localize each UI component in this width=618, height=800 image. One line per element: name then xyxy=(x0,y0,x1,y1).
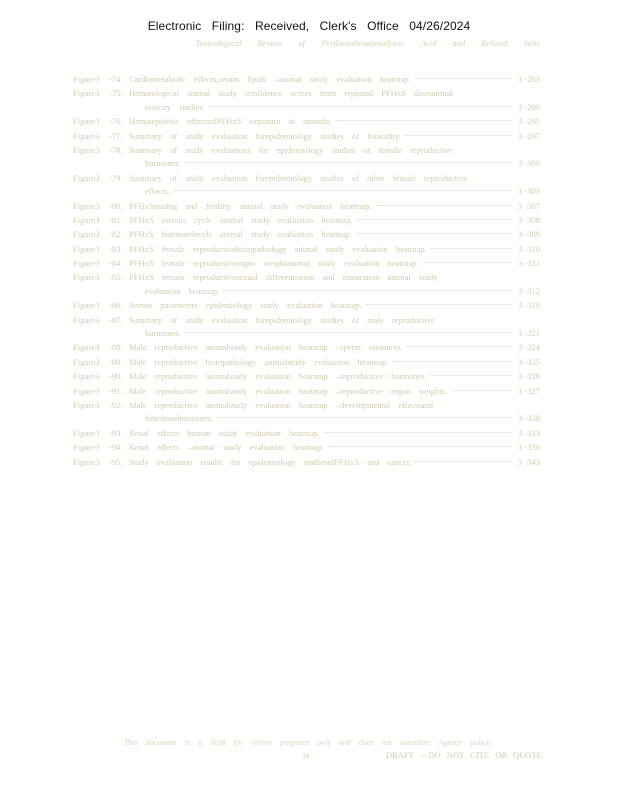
figure-number: -81. xyxy=(109,214,123,225)
figure-number: -82. xyxy=(109,229,123,240)
figure-number: -76. xyxy=(109,116,123,127)
figure-title: Cardiometabolic effects,serum lipids –animal study evaluation heatmap. xyxy=(129,74,411,84)
dot-leader xyxy=(431,248,512,249)
page-reference: 3 -328 xyxy=(518,413,540,424)
figure-label: Figure3 xyxy=(73,456,100,467)
page-reference: 3 -290 xyxy=(518,101,540,112)
toc-line xyxy=(73,412,540,425)
toc-line xyxy=(73,327,540,340)
figure-title: Study evaluation results for epidemiology studiesofPFHxS and cancer. xyxy=(129,456,412,467)
toc-entry[interactable] xyxy=(73,427,540,440)
dot-leader xyxy=(415,461,512,462)
figure-title: Male reproductive animalstudy evaluation heatmap –reproductive hormones. xyxy=(129,371,427,382)
dot-leader xyxy=(185,162,512,163)
figure-number: -90. xyxy=(109,371,123,382)
page-reference: 3 -333 xyxy=(518,427,540,438)
dot-leader xyxy=(328,446,512,447)
dot-leader xyxy=(376,205,512,206)
figure-title: PFHxS female reproductivehistopathology animal study evaluation heatmap. xyxy=(129,243,427,254)
page-reference: 3 -325 xyxy=(518,356,540,367)
dot-leader xyxy=(209,106,512,107)
figure-number: -74. xyxy=(109,74,123,84)
toc-entry[interactable] xyxy=(73,214,540,227)
figure-label: Figure3 xyxy=(73,385,100,396)
page-reference: 3 -308 xyxy=(518,214,540,225)
figure-label: Figure3 xyxy=(73,172,100,183)
toc-line xyxy=(73,314,540,327)
page-reference: 3 -326 xyxy=(518,371,540,382)
figure-number: -91. xyxy=(109,385,123,396)
toc-entry[interactable] xyxy=(73,130,540,143)
page-reference: 3 -283 xyxy=(518,74,540,84)
toc-entry[interactable] xyxy=(73,456,540,469)
dot-leader xyxy=(324,432,512,433)
figure-label: Figure3 xyxy=(73,229,100,240)
toc-line xyxy=(73,157,540,170)
figure-number: -92. xyxy=(109,399,123,410)
dot-leader xyxy=(407,346,512,347)
figure-number: -89. xyxy=(109,356,123,367)
toc-line xyxy=(73,271,540,284)
toc-entry[interactable] xyxy=(73,341,540,354)
dot-leader xyxy=(174,190,512,191)
page-reference: 3 -300 xyxy=(518,158,540,169)
figure-title-continuation: functionalmeasures. xyxy=(145,413,214,424)
figure-number: -84. xyxy=(109,258,123,269)
figure-title: PFHxS estrous cycle animal study evaluation heatmap. xyxy=(129,214,353,225)
dot-leader xyxy=(185,332,512,333)
toc-entry[interactable] xyxy=(73,399,540,426)
figure-label: Figure3 xyxy=(73,200,100,211)
figure-title-continuation: evaluation heatmap. xyxy=(145,285,220,296)
dot-leader xyxy=(356,219,512,220)
toc-line xyxy=(73,200,540,213)
dot-leader xyxy=(451,390,512,391)
page-reference: 3 -309 xyxy=(518,229,540,240)
figure-title: Summary of study evaluation forepidemiology studies of other female reproductive xyxy=(129,172,467,183)
figure-label: Figure3 xyxy=(73,442,100,453)
toc-entry[interactable] xyxy=(73,370,540,383)
figure-label: Figure3 xyxy=(73,258,100,269)
toc-entry[interactable] xyxy=(73,299,540,312)
toc-line xyxy=(73,130,540,143)
figure-number: -75. xyxy=(109,88,123,99)
toc-entry[interactable] xyxy=(73,115,540,128)
toc-line xyxy=(73,243,540,256)
toc-entry[interactable] xyxy=(73,172,540,199)
figure-label: Figure3 xyxy=(73,342,100,353)
figure-title: Hematopoietic effectsofPFHxS exposure in animals. xyxy=(129,116,332,127)
figure-title: PFHxS female reproductivesexual differentiation and maturation animal study xyxy=(129,272,438,283)
toc-line xyxy=(73,115,540,128)
page-reference: 3 -312 xyxy=(518,285,540,296)
figure-number: -88. xyxy=(109,342,123,353)
figure-title-continuation: effects. xyxy=(145,186,170,197)
figure-label: Figure3 xyxy=(73,314,100,325)
dot-leader xyxy=(405,135,512,136)
figure-label: Figure3 xyxy=(73,272,100,283)
figure-number: -95. xyxy=(109,456,123,467)
figure-label: Figure3 xyxy=(73,130,100,141)
figure-title: Male reproductive histopathology animalstudy evaluation heatmap. xyxy=(129,356,389,367)
figure-number: -77. xyxy=(109,130,123,141)
toc-line xyxy=(73,299,540,312)
dot-leader xyxy=(423,262,512,263)
figure-title-continuation: hormones. xyxy=(145,158,181,169)
toc-line xyxy=(73,214,540,227)
draft-notice: DRAFT —DO NOT CITE OR QUOTE xyxy=(386,750,542,760)
toc-entry[interactable] xyxy=(73,87,540,114)
toc-entry[interactable] xyxy=(73,271,540,298)
toc-line xyxy=(73,356,540,369)
toc-line xyxy=(73,257,540,270)
toc-entry[interactable] xyxy=(73,243,540,256)
figure-title: Summary of study evaluation forepidemiology studies of male reproductive xyxy=(129,314,435,325)
page-reference: 3 -319 xyxy=(518,300,540,311)
toc-line xyxy=(73,185,540,198)
toc-line xyxy=(73,370,540,383)
toc-line xyxy=(73,456,540,469)
toc-entry[interactable] xyxy=(73,228,540,241)
toc-entry[interactable] xyxy=(73,257,540,270)
dot-leader xyxy=(415,78,512,79)
figure-title: Summary of study evaluations for epidemiology studies of female reproductive xyxy=(129,144,453,155)
toc-entry[interactable] xyxy=(73,73,540,86)
figure-number: -83. xyxy=(109,243,123,254)
dot-leader xyxy=(366,304,512,305)
figure-label: Figure3 xyxy=(73,214,100,225)
page-reference: 3 -310 xyxy=(518,243,540,254)
toc-line xyxy=(73,441,540,454)
figure-title: PFHxSmating and fertility animal study evaluation heatmap. xyxy=(129,200,372,211)
page-reference: 3 -321 xyxy=(518,328,540,339)
toc-line xyxy=(73,399,540,412)
figure-label: Figure3 xyxy=(73,74,100,84)
figure-number: -79. xyxy=(109,172,123,183)
dot-leader xyxy=(431,375,512,376)
list-of-figures xyxy=(73,73,540,470)
figure-title: Renal effects –animal study evaluation heatmap. xyxy=(129,442,325,453)
figure-number: -78. xyxy=(109,144,123,155)
figure-label: Figure3 xyxy=(73,399,100,410)
draft-disclaimer: This document is a draft for review purposes only and does not constitute Agency policy. xyxy=(124,738,492,747)
toc-line xyxy=(73,427,540,440)
toc-line xyxy=(73,228,540,241)
toc-line xyxy=(73,73,540,86)
figure-label: Figure3 xyxy=(73,88,100,99)
toc-line xyxy=(73,285,540,298)
toc-line xyxy=(73,341,540,354)
page-reference: 3 -311 xyxy=(518,258,540,269)
figure-number: -85. xyxy=(109,272,123,283)
figure-number: -93. xyxy=(109,427,123,438)
figure-number: -86. xyxy=(109,300,123,311)
running-header: Toxicological Review of Perfluorohexanesulfonic Acid and Related Salts xyxy=(195,38,540,48)
figure-label: Figure3 xyxy=(73,300,100,311)
page-reference: 3 -343 xyxy=(518,456,540,467)
page-reference: 3 -324 xyxy=(518,342,540,353)
figure-title-continuation: hormones. xyxy=(145,328,181,339)
page-reference: 3 -338 xyxy=(518,442,540,453)
figure-number: -87. xyxy=(109,314,123,325)
figure-title: Male reproductive animalstudy evaluation heatmap –reproductive organ weights. xyxy=(129,385,448,396)
toc-line xyxy=(73,87,540,100)
figure-title: Semen parameters epidemiology study evaluation heatmap. xyxy=(129,300,362,311)
figure-title: Summary of study evaluation forepidemiology studies of fecundity. xyxy=(129,130,401,141)
figure-title: PFHxS hormonelevels animal study evaluation heatmap. xyxy=(129,229,353,240)
toc-line xyxy=(73,101,540,114)
page-reference: 3 -297 xyxy=(518,130,540,141)
dot-leader xyxy=(392,361,512,362)
figure-label: Figure3 xyxy=(73,371,100,382)
figure-title-continuation: toxicity studies. xyxy=(145,101,205,112)
figure-label: Figure3 xyxy=(73,144,100,155)
figure-title: Male reproductive animalstudy evaluation heatmap –developmental effectsand xyxy=(129,399,433,410)
figure-label: Figure3 xyxy=(73,427,100,438)
figure-title: PFHxS female reproductiveorgan weightanimal study evaluation heatmap. xyxy=(129,258,419,269)
toc-line xyxy=(73,172,540,185)
page-reference: 3 -303 xyxy=(518,186,540,197)
toc-line xyxy=(73,385,540,398)
page-reference: 3 -327 xyxy=(518,385,540,396)
figure-label: Figure3 xyxy=(73,243,100,254)
dot-leader xyxy=(336,120,512,121)
page-number: ix xyxy=(303,750,310,760)
toc-entry[interactable] xyxy=(73,314,540,341)
figure-label: Figure3 xyxy=(73,356,100,367)
figure-title: Male reproductive animalstudy evaluation heatmap –sperm measures. xyxy=(129,342,403,353)
toc-line xyxy=(73,144,540,157)
toc-entry[interactable] xyxy=(73,144,540,171)
figure-title: Renal effects human study evaluation heatmap. xyxy=(129,427,320,438)
dot-leader xyxy=(223,290,512,291)
toc-entry[interactable] xyxy=(73,385,540,398)
dot-leader xyxy=(356,233,512,234)
figure-title: Hematological animal study confidence scores from repeated PFHxS doseanimal xyxy=(129,88,453,99)
toc-entry[interactable] xyxy=(73,441,540,454)
figure-number: -80. xyxy=(109,200,123,211)
toc-entry[interactable] xyxy=(73,356,540,369)
page-reference: 3 -307 xyxy=(518,200,540,211)
filing-stamp: Electronic Filing: Received, Clerk's Office 04/26/2024 xyxy=(147,19,471,33)
dot-leader xyxy=(217,417,512,418)
toc-entry[interactable] xyxy=(73,200,540,213)
page-reference: 3 -295 xyxy=(518,116,540,127)
figure-number: -94. xyxy=(109,442,123,453)
figure-label: Figure3 xyxy=(73,116,100,127)
